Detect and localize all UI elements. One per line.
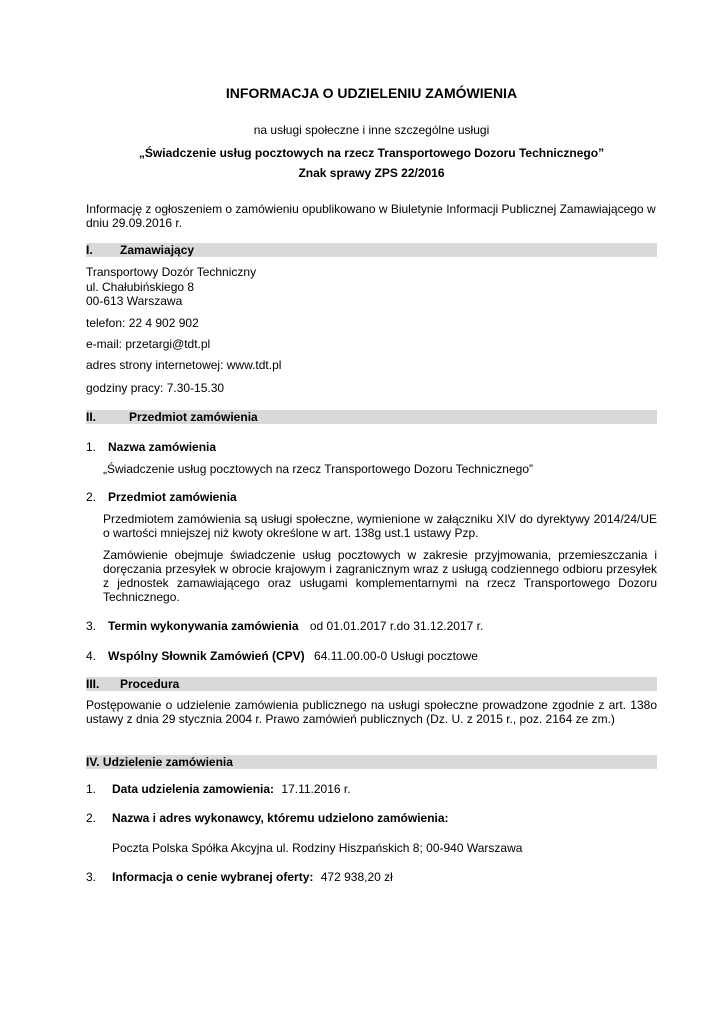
order-subject-paragraph-2: Zamówienie obejmuje świadczenie usług pocztowych w zakresie przyjmowania, przemieszczania i doręczania przesyłek w obrocie krajowym i zagranicznym wraz z usługą codziennego odbioru przesyłek z jednostek zamawiającego oraz usługami komplementarnymi na rzecz Transportowego Dozoru Technicznego. [103, 548, 657, 604]
contracting-authority-name: Transportowy Dozór Techniczny [86, 265, 257, 279]
contracting-authority-hours: godziny pracy: 7.30-15.30 [86, 381, 225, 395]
award-date-label: Data udzielenia zamowienia: [112, 782, 275, 796]
execution-term-value: od 01.01.2017 r.do 31.12.2017 r. [309, 619, 484, 633]
section-2-number: II. [86, 410, 97, 424]
section-1-number: I. [86, 243, 93, 257]
section-4-label: IV. Udzielenie zamówienia [86, 755, 233, 769]
section-4-header [86, 755, 657, 769]
order-subject-label: Przedmiot zamówienia [108, 490, 237, 504]
document-title: INFORMACJA O UDZIELENIU ZAMÓWIENIA [225, 85, 518, 101]
document-subtitle: na usługi społeczne i inne szczególne usługi [253, 123, 490, 137]
section-1-label: Zamawiający [120, 243, 195, 257]
section-1-header [86, 243, 657, 257]
price-value: 472 938,20 zł [320, 870, 393, 884]
cpv-number: 4. [86, 649, 97, 663]
contracting-authority-city: 00-613 Warszawa [86, 294, 183, 308]
execution-term-item [86, 619, 483, 633]
section-2-header [86, 410, 657, 424]
order-subject-item [86, 490, 237, 504]
contracting-authority-phone: telefon: 22 4 902 902 [86, 316, 199, 330]
order-name-item [86, 440, 216, 454]
order-name-text: „Świadczenie usług pocztowych na rzecz Transportowego Dozoru Technicznego” [103, 462, 534, 476]
procedure-text: Postępowanie o udzielenie zamówienia publicznego na usługi społeczne prowadzone zgodnie z art. 138o ustawy z dnia 29 stycznia 2004 r. Prawo zamówień publicznych (Dz. U. z 2015 r., poz. 2164 ze zm.) [86, 698, 657, 726]
order-subject-paragraph-1: Przedmiotem zamówienia są usługi społeczne, wymienione w załączniku XIV do dyrektywy 2014/24/UE o wartości mniejszej niż kwoty określone w art. 138g ust.1 ustawy Pzp. [103, 512, 657, 540]
award-date-number: 1. [86, 782, 97, 796]
section-2-label: Przedmiot zamówienia [129, 410, 258, 424]
contracting-authority-website: adres strony internetowej: www.tdt.pl [86, 358, 282, 372]
service-name: „Świadczenie usług pocztowych na rzecz Transportowego Dozoru Technicznego” [138, 146, 605, 160]
cpv-item [86, 649, 478, 663]
price-label: Informacja o cenie wybranej oferty: [112, 870, 314, 884]
price-item [86, 870, 393, 884]
section-3-header [86, 677, 657, 691]
award-date-value: 17.11.2016 r. [281, 782, 351, 796]
intro-text: Informację z ogłoszeniem o zamówieniu opublikowano w Biuletynie Informacji Publicznej Zamawiającego w dniu 29.09.2016 r. [86, 202, 656, 230]
section-3-label: Procedura [120, 677, 180, 691]
award-date-item [86, 782, 351, 796]
cpv-value: 64.11.00.00-0 Usługi pocztowe [314, 649, 478, 663]
contracting-authority-street: ul. Chałubińskiego 8 [86, 280, 195, 294]
contracting-authority-email: e-mail: przetargi@tdt.pl [86, 337, 211, 351]
cpv-label: Wspólny Słownik Zamówień (CPV) [108, 649, 305, 663]
contractor-label: Nazwa i adres wykonawcy, któremu udzielono zamówienia: [112, 811, 449, 825]
contractor-value: Poczta Polska Spółka Akcyjna ul. Rodziny Hiszpańskich 8; 00-940 Warszawa [112, 841, 523, 855]
section-3-number: III. [86, 677, 100, 691]
order-name-number: 1. [86, 440, 97, 454]
case-number: Znak sprawy ZPS 22/2016 [298, 166, 445, 180]
contractor-item [86, 811, 449, 825]
order-name-label: Nazwa zamówienia [108, 440, 217, 454]
order-subject-number: 2. [86, 490, 97, 504]
execution-term-number: 3. [86, 619, 97, 633]
execution-term-label: Termin wykonywania zamówienia [108, 619, 299, 633]
contractor-number: 2. [86, 811, 97, 825]
price-number: 3. [86, 870, 97, 884]
